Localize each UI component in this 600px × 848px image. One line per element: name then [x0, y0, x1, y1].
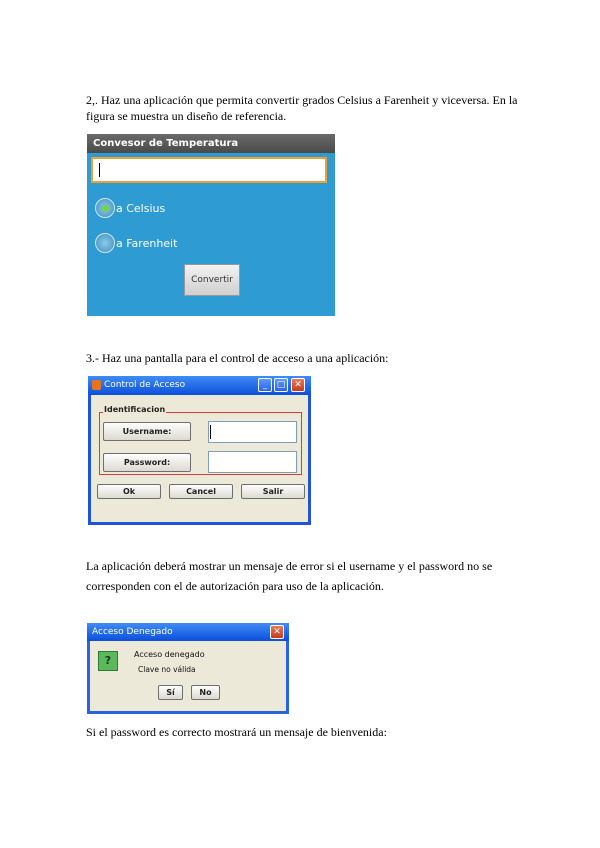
text-caret	[99, 163, 100, 177]
ok-button[interactable]: Ok	[97, 484, 161, 499]
username-button[interactable]: Username:	[103, 422, 191, 441]
no-button[interactable]: No	[191, 685, 220, 700]
identification-group-label: Identificacion	[104, 405, 166, 414]
welcome-requirement-text: Si el password es correcto mostrará un mensaje de bienvenida:	[86, 725, 387, 739]
temperature-converter-screenshot	[87, 134, 335, 316]
exercise-3-text: 3.- Haz una pantalla para el control de acceso a una aplicación:	[86, 351, 389, 365]
text-caret	[210, 425, 211, 439]
username-field[interactable]	[208, 421, 297, 443]
exit-button[interactable]: Salir	[241, 484, 305, 499]
password-button[interactable]: Password:	[103, 453, 191, 472]
radio-selected-dot	[102, 205, 109, 212]
radio-celsius-label: a Celsius	[116, 202, 166, 215]
close-icon[interactable]: ✕	[270, 625, 284, 639]
radio-farenheit-label: a Farenheit	[116, 237, 178, 250]
error-requirement-text: La aplicación deberá mostrar un mensaje de error si el username y el password no se corresponden con el de autorización para uso de la aplicación.	[86, 559, 493, 593]
access-denied-dialog	[87, 623, 289, 714]
password-field[interactable]	[208, 451, 297, 473]
app-title: Convesor de Temperatura	[87, 134, 335, 153]
radio-farenheit[interactable]	[95, 233, 115, 253]
temperature-input[interactable]	[91, 157, 327, 183]
access-control-window	[88, 376, 311, 525]
maximize-icon[interactable]: □	[274, 378, 288, 392]
question-icon: ?	[98, 651, 118, 671]
radio-celsius[interactable]	[95, 198, 115, 218]
window-titlebar	[88, 376, 311, 395]
dialog-titlebar	[87, 623, 289, 641]
minimize-icon[interactable]: _	[258, 378, 272, 392]
window-title: Control de Acceso	[104, 380, 186, 390]
dialog-message: Acceso denegado	[134, 650, 205, 659]
close-icon[interactable]: ✕	[291, 378, 305, 392]
yes-button[interactable]: Sí	[158, 685, 183, 700]
exercise-2-text: 2,. Haz una aplicación que permita convertir grados Celsius a Farenheit y viceversa. En la figura se muestra un diseño de referencia.	[86, 93, 518, 123]
dialog-title: Acceso Denegado	[92, 627, 173, 637]
cancel-button[interactable]: Cancel	[169, 484, 233, 499]
convert-button[interactable]: Convertir	[184, 264, 240, 296]
dialog-detail: Clave no válida	[138, 665, 196, 674]
java-app-icon	[92, 380, 101, 390]
